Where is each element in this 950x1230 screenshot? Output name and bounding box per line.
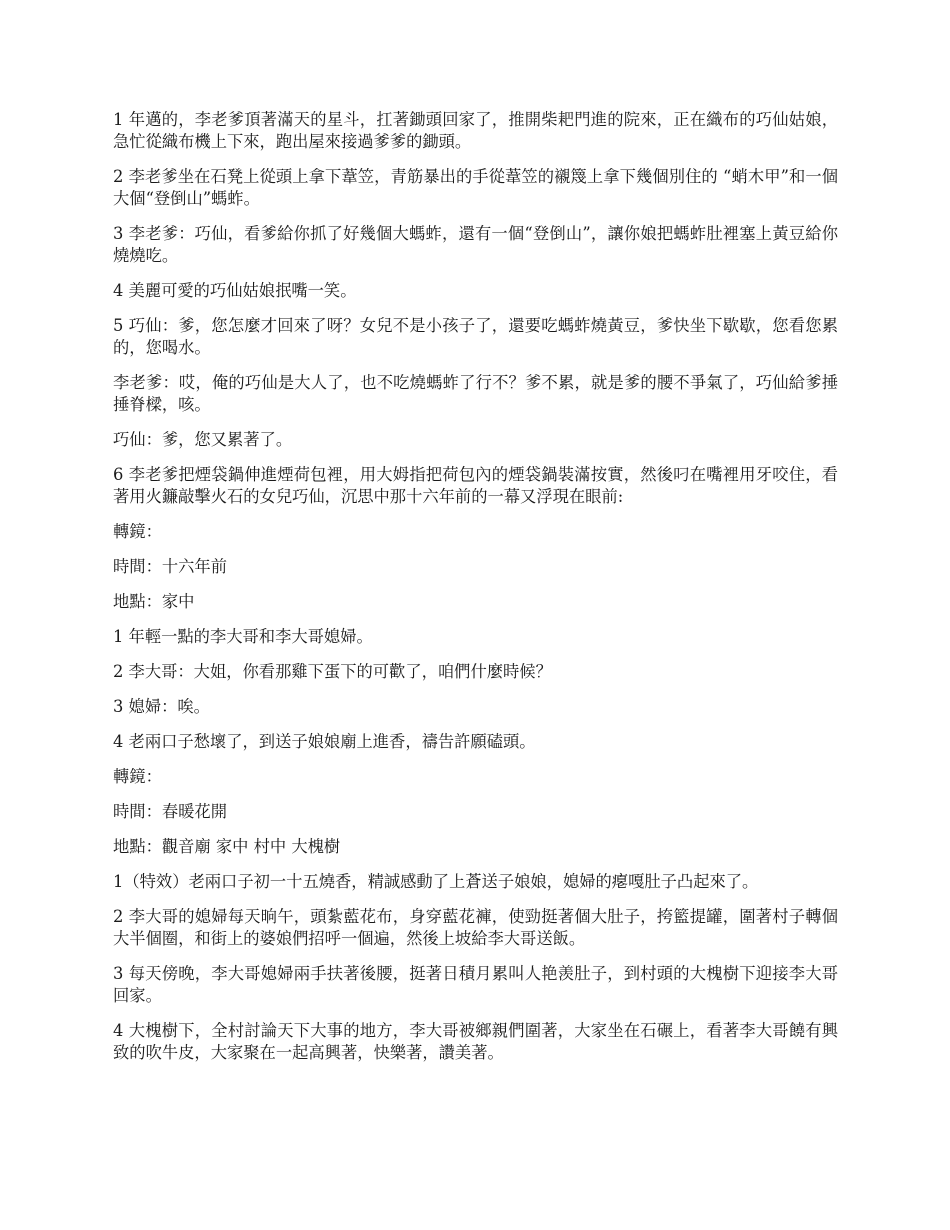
paragraph: 2 李老爹坐在石凳上從頭上拿下葦笠，青筋暴出的手從葦笠的襯篾上拿下幾個別住的 “蛸木甲”和一個大個“登倒山”螞蚱。 <box>113 167 838 208</box>
paragraph: 3 李老爹：巧仙，看爹給你抓了好幾個大螞蚱，還有一個“登倒山”，讓你娘把螞蚱肚裡塞上黃豆給你燒燒吃。 <box>113 224 838 265</box>
paragraph: 巧仙：爹，您又累著了。 <box>113 430 293 449</box>
scene-heading: 轉鏡： <box>113 522 162 541</box>
scene-time: 時間：十六年前 <box>113 557 227 576</box>
paragraph: 1 年邁的，李老爹頂著滿天的星斗，扛著鋤頭回家了，推開柴耙門進的院來，正在織布的巧仙姑娘，急忙從織布機上下來，跑出屋來接過爹爹的鋤頭。 <box>113 110 838 151</box>
paragraph: 2 李大哥的媳婦每天晌午，頭紮藍花布，身穿藍花褲，使勁挺著個大肚子，挎籃提罐，圍著村子轉個大半個圈，和街上的婆娘們招呼一個遍，然後上坡給李大哥送飯。 <box>113 907 838 948</box>
paragraph: 李老爹：哎，俺的巧仙是大人了，也不吃燒螞蚱了行不？爹不累，就是爹的腰不爭氣了，巧仙給爹捶捶脊樑，咳。 <box>113 373 838 414</box>
paragraph: 1 年輕一點的李大哥和李大哥媳婦。 <box>113 627 373 646</box>
paragraph: 3 每天傍晚，李大哥媳婦兩手扶著後腰，挺著日積月累叫人艳羡肚子，到村頭的大槐樹下迎接李大哥回家。 <box>113 964 838 1005</box>
paragraph: 4 大槐樹下，全村討論天下大事的地方，李大哥被鄉親們圍著，大家坐在石碾上，看著李大哥饒有興致的吹牛皮，大家聚在一起高興著，快樂著，讚美著。 <box>113 1021 838 1062</box>
paragraph: 4 美麗可愛的巧仙姑娘抿嘴一笑。 <box>113 281 357 300</box>
paragraph: 6 李老爹把煙袋鍋伸進煙荷包裡，用大姆指把荷包內的煙袋鍋裝滿按實，然後叼在嘴裡用牙咬住，看著用火鐮敲擊火石的女兒巧仙，沉思中那十六年前的一幕又浮現在眼前: <box>113 465 838 506</box>
paragraph: 4 老兩口子愁壞了，到送子娘娘廟上進香，禱告許願磕頭。 <box>113 732 536 751</box>
paragraph: 2 李大哥：大姐，你看那雞下蛋下的可歡了，咱們什麼時候？ <box>113 662 552 681</box>
scene-time: 時間：春暖花開 <box>113 802 227 821</box>
scene-location: 地點：家中 <box>113 592 195 611</box>
paragraph: 5 巧仙：爹，您怎麼才回來了呀？女兒不是小孩子了，還要吃螞蚱燒黃豆，爹快坐下歇歇，您看您累的，您喝水。 <box>113 316 838 357</box>
scene-heading: 轉鏡： <box>113 767 162 786</box>
paragraph: 3 媳婦：唉。 <box>113 697 210 716</box>
document-body <box>113 109 838 1077</box>
scene-location: 地點：觀音廟 家中 村中 大槐樹 <box>113 837 341 856</box>
paragraph: 1（特效）老兩口子初一十五燒香，精誠感動了上蒼送子娘娘，媳婦的瘪嘎肚子凸起來了。 <box>113 872 759 891</box>
